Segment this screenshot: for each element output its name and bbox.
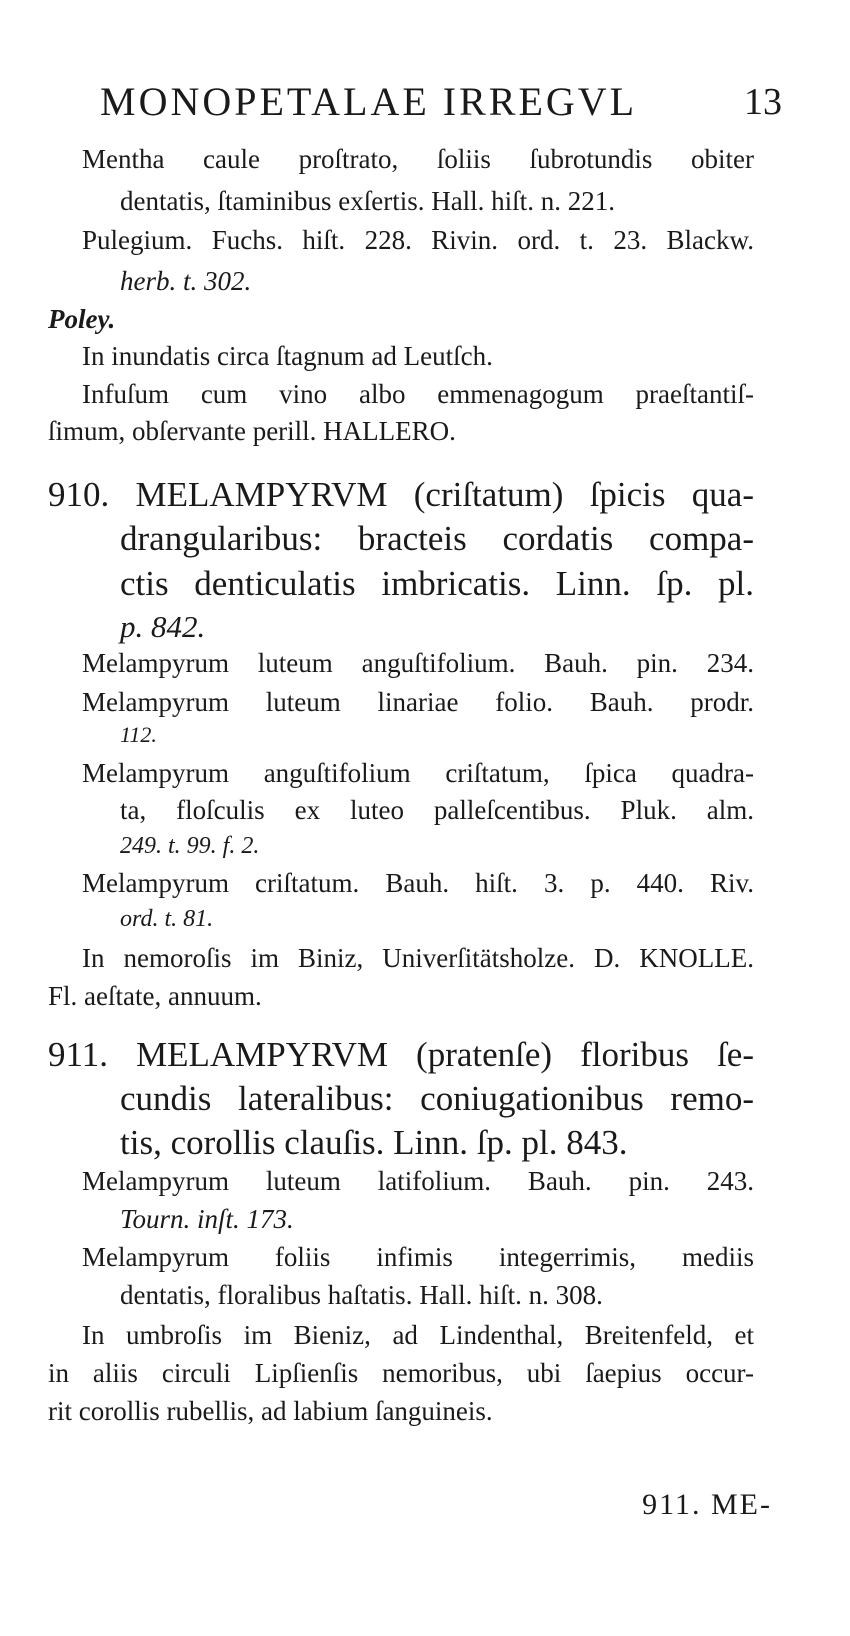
text-line: herb. t. 302. <box>120 266 252 296</box>
text-line: In nemoroſis im Biniz, Univerſitätsholze. D. KNOLLE. <box>82 943 754 973</box>
text-line: Poley. <box>48 304 116 334</box>
page-number: 13 <box>744 81 782 123</box>
page-header <box>100 72 782 132</box>
text-line: Infuſum cum vino albo emmenagogum praeſtantiſ- <box>82 379 754 409</box>
text-line: ord. t. 81. <box>120 906 214 932</box>
entry-heading-910: 910. MELAMPYRVM (criſtatum) ſpicis qua- <box>48 475 754 514</box>
text-line: 112. <box>120 722 157 747</box>
text-line: Fl. aeſtate, annuum. <box>48 981 262 1011</box>
text-line: dentatis, floralibus haſtatis. Hall. hiſt. n. 308. <box>120 1280 603 1310</box>
text-line: In umbroſis im Bieniz, ad Lindenthal, Breitenfeld, et <box>82 1320 754 1350</box>
text-line: 249. t. 99. f. 2. <box>120 833 260 859</box>
entry-heading-line: tis, corollis clauſis. Linn. ſp. pl. 843. <box>120 1123 628 1162</box>
text-line: Pulegium. Fuchs. hiſt. 228. Rivin. ord. t. 23. Blackw. <box>82 225 754 255</box>
text-line: dentatis, ſtaminibus exſertis. Hall. hiſt. n. 221. <box>120 186 615 216</box>
text-line: Melampyrum luteum anguſtifolium. Bauh. pin. 234. <box>82 648 754 678</box>
running-title: MONOPETALAE IRREGVL <box>100 79 638 124</box>
text-line: Melampyrum luteum linariae folio. Bauh. prodr. <box>82 687 754 717</box>
text-line: Tourn. inſt. 173. <box>120 1204 294 1234</box>
text-line: Melampyrum luteum latifolium. Bauh. pin. 243. <box>82 1166 754 1196</box>
entry-heading-line: drangularibus: bracteis cordatis compa- <box>120 519 754 558</box>
entry-heading-911: 911. MELAMPYRVM (pratenſe) floribus ſe- <box>48 1035 754 1074</box>
text-line: In inundatis circa ſtagnum ad Leutſch. <box>82 341 493 371</box>
text-line: Melampyrum criſtatum. Bauh. hiſt. 3. p. 440. Riv. <box>82 868 754 898</box>
text-line: in aliis circuli Lipſienſis nemoribus, ubi ſaepius occur- <box>48 1358 754 1388</box>
entry-heading-line: p. 842. <box>120 609 206 644</box>
text-line: rit corollis rubellis, ad labium ſanguineis. <box>48 1396 493 1426</box>
entry-heading-line: ctis denticulatis imbricatis. Linn. ſp. pl. <box>120 564 754 603</box>
text-line: Melampyrum anguſtifolium criſtatum, ſpica quadra- <box>82 758 754 788</box>
text-line: ta, floſculis ex luteo palleſcentibus. Pluk. alm. <box>120 795 754 825</box>
catchword: 911. ME- <box>642 1488 772 1521</box>
text-line: Mentha caule proſtrato, ſoliis ſubrotundis obiter <box>82 144 754 174</box>
text-line: ſimum, obſervante perill. HALLERO. <box>48 416 456 446</box>
entry-heading-line: cundis lateralibus: coniugationibus remo- <box>120 1079 754 1118</box>
text-line: Melampyrum foliis infimis integerrimis, mediis <box>82 1242 754 1272</box>
